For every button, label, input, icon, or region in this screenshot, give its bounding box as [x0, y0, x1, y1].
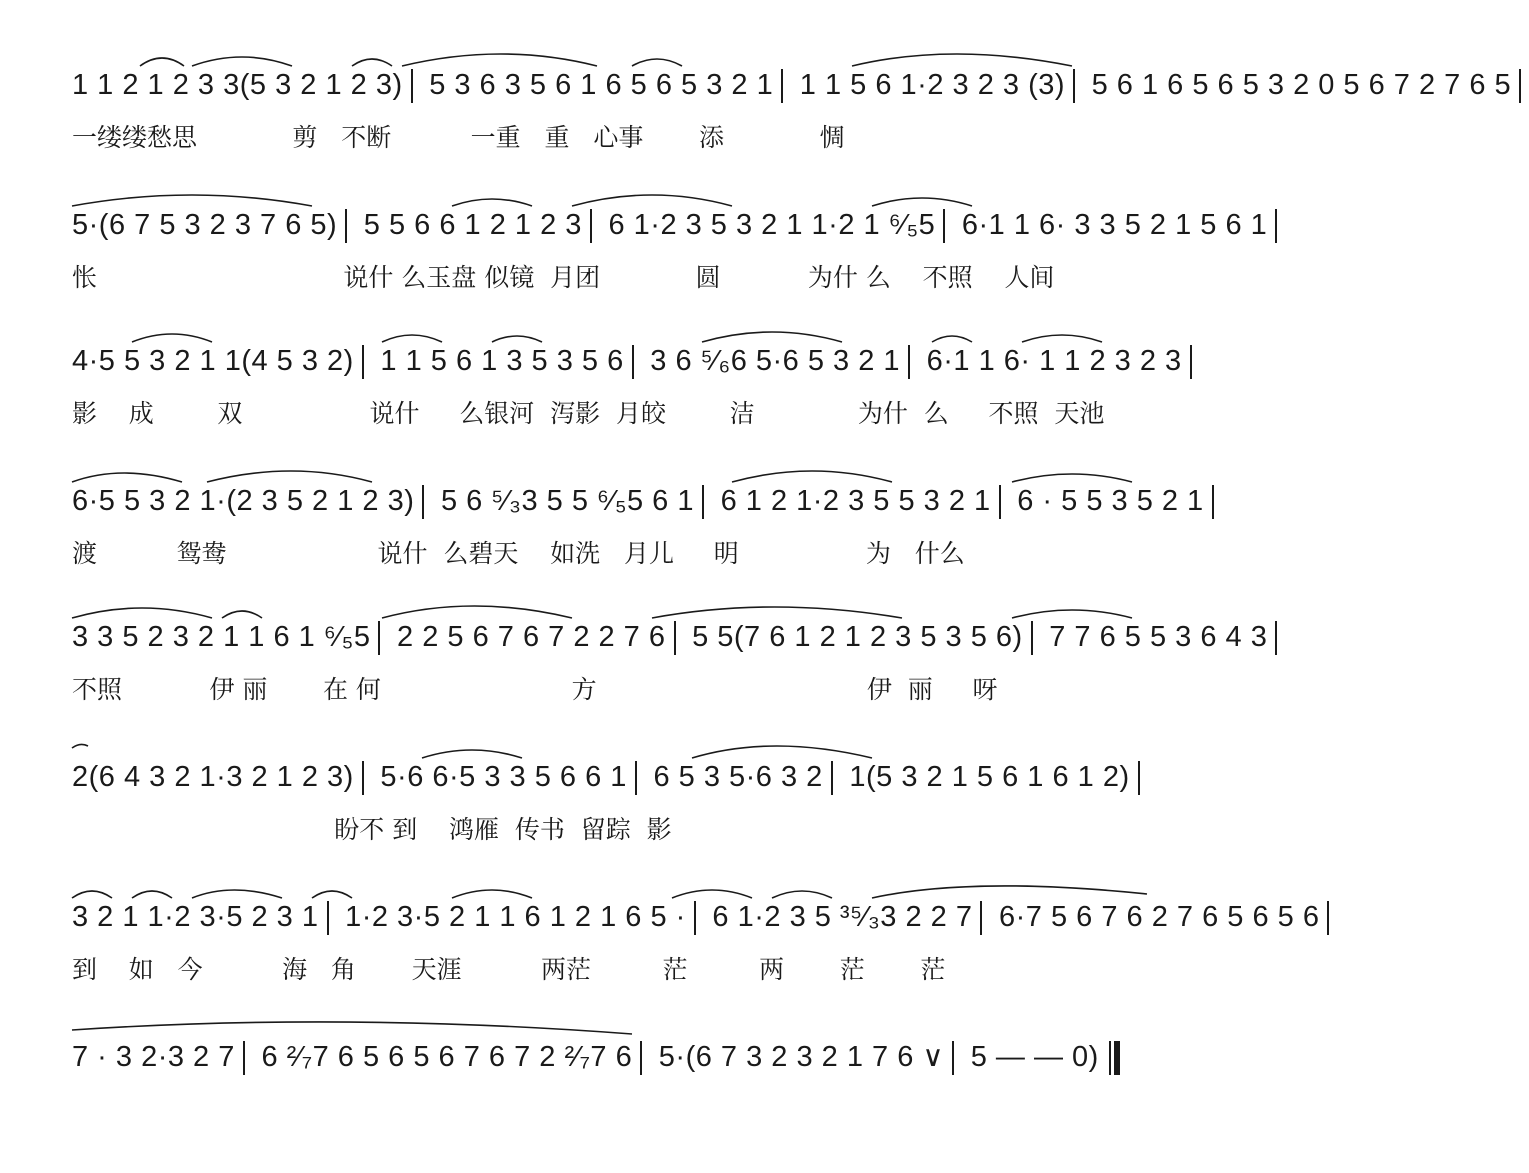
measure: 5·(6 7 5 3 2 3 7 6 5) [72, 209, 338, 241]
lyric-line: 影 成 双 说什 么银河 泻影 月皎 洁 为什 么 不照 天池 [72, 399, 1105, 428]
measure: 6 5 3 5·6 3 2 [653, 761, 823, 793]
measure: 5·6 6·5 3 3 5 6 6 1 [380, 761, 627, 793]
barline [980, 901, 982, 935]
measure: 1·2 3·5 2 1 1 6 1 2 1 6 5 · [345, 901, 686, 933]
measure: 5·(6 7 3 2 3 2 1 7 6 ∨ [658, 1041, 945, 1073]
barline [632, 345, 634, 379]
measure: 6·1 1 6· 1 1 2 3 2 3 [926, 345, 1182, 377]
measure: 6·5 5 3 2 1·(2 3 5 2 1 2 3) [72, 485, 415, 517]
score-line-8 [72, 1034, 1147, 1154]
measure: 6·1 1 6· 3 3 5 2 1 5 6 1 [961, 209, 1268, 241]
barline [640, 1041, 642, 1075]
final-barline [1109, 1041, 1120, 1075]
measure: 5 5 6 6 1 2 1 2 3 [363, 209, 582, 241]
score-line-7 [72, 894, 1320, 1014]
barline [635, 761, 637, 795]
measure: 5 6 ⁵⁄₃3 5 5 ⁶⁄₅5 6 1 [440, 485, 695, 517]
lyric-line: 盼不 到 鸿雁 传书 留踪 影 [72, 815, 672, 844]
lyric-line: 渡 鸳鸯 说什 么碧天 如洗 月儿 明 为 什么 [72, 539, 965, 568]
measure: 2(6 4 3 2 1·3 2 1 2 3) [72, 761, 354, 793]
barline [1190, 345, 1192, 379]
measure: 6 1·2 3 5 ³⁵⁄₃3 2 2 7 [712, 901, 973, 933]
barline [1031, 621, 1033, 655]
barline [694, 901, 696, 935]
barline [345, 209, 347, 243]
lyric-line: 不照 伊 丽 在 何 方 伊 丽 呀 [72, 675, 998, 704]
measure: 2 2 5 6 7 6 7 2 2 7 6 [397, 621, 666, 653]
barline [1073, 69, 1075, 103]
barline [1327, 901, 1329, 935]
barline [1519, 69, 1521, 103]
barline [831, 761, 833, 795]
barline [1212, 485, 1214, 519]
score-line-2 [72, 202, 1268, 322]
measure: 7 · 3 2·3 2 7 [72, 1041, 235, 1073]
measure: 1 1 2 1 2 3 3(5 3 2 1 2 3) [72, 69, 403, 101]
measure: 7 7 6 5 5 3 6 4 3 [1049, 621, 1268, 653]
barline [999, 485, 1001, 519]
measure: 6 ²⁄₇7 6 5 6 5 6 7 6 7 2 ²⁄₇7 6 [261, 1041, 633, 1073]
score-line-1 [72, 62, 1512, 182]
measure: 5 6 1 6 5 6 5 3 2 0 5 6 7 2 7 6 5 [1091, 69, 1512, 101]
barline [1275, 621, 1277, 655]
barline [908, 345, 910, 379]
measure: 1 1 5 6 1 3 5 3 5 6 [380, 345, 624, 377]
measure: 5 — — 0) [970, 1041, 1099, 1073]
measure: 4·5 5 3 2 1 1(4 5 3 2) [72, 345, 354, 377]
lyric-line: 一缕缕愁思 剪 不断 一重 重 心事 添 惆 [72, 123, 845, 152]
measure: 3 3 5 2 3 2 1 1 6 1 ⁶⁄₅5 [72, 621, 371, 653]
barline [243, 1041, 245, 1075]
lyric-line: 到 如 今 海 角 天涯 两茫 茫 两 茫 茫 [72, 955, 946, 984]
barline [781, 69, 783, 103]
measure: 6·7 5 6 7 6 2 7 6 5 6 5 6 [999, 901, 1320, 933]
measure: 5 5(7 6 1 2 1 2 3 5 3 5 6) [692, 621, 1023, 653]
barline [378, 621, 380, 655]
barline [590, 209, 592, 243]
measure: 1(5 3 2 1 5 6 1 6 1 2) [849, 761, 1130, 793]
measure: 6 1 2 1·2 3 5 5 3 2 1 [720, 485, 991, 517]
barline [422, 485, 424, 519]
barline [327, 901, 329, 935]
lyric-line: 怅 说什 么玉盘 似镜 月团 圆 为什 么 不照 人间 [72, 263, 1055, 292]
score-line-6 [72, 754, 1147, 874]
measure: 6 1·2 3 5 3 2 1 1·2 1 ⁶⁄₅5 [608, 209, 936, 241]
measure: 1 1 5 6 1·2 3 2 3 (3) [799, 69, 1066, 101]
barline [702, 485, 704, 519]
score-line-4 [72, 478, 1204, 598]
barline [1275, 209, 1277, 243]
barline [411, 69, 413, 103]
barline [362, 761, 364, 795]
barline [674, 621, 676, 655]
measure: 3 6 ⁵⁄₆6 5·6 5 3 2 1 [650, 345, 901, 377]
barline [1138, 761, 1140, 795]
measure: 6 · 5 5 3 5 2 1 [1017, 485, 1204, 517]
score-line-3 [72, 338, 1182, 458]
barline [362, 345, 364, 379]
measure: 5 3 6 3 5 6 1 6 5 6 5 3 2 1 [429, 69, 774, 101]
barline [943, 209, 945, 243]
barline [952, 1041, 954, 1075]
score-line-5 [72, 614, 1268, 734]
measure: 3 2 1 1·2 3·5 2 3 1 [72, 901, 319, 933]
